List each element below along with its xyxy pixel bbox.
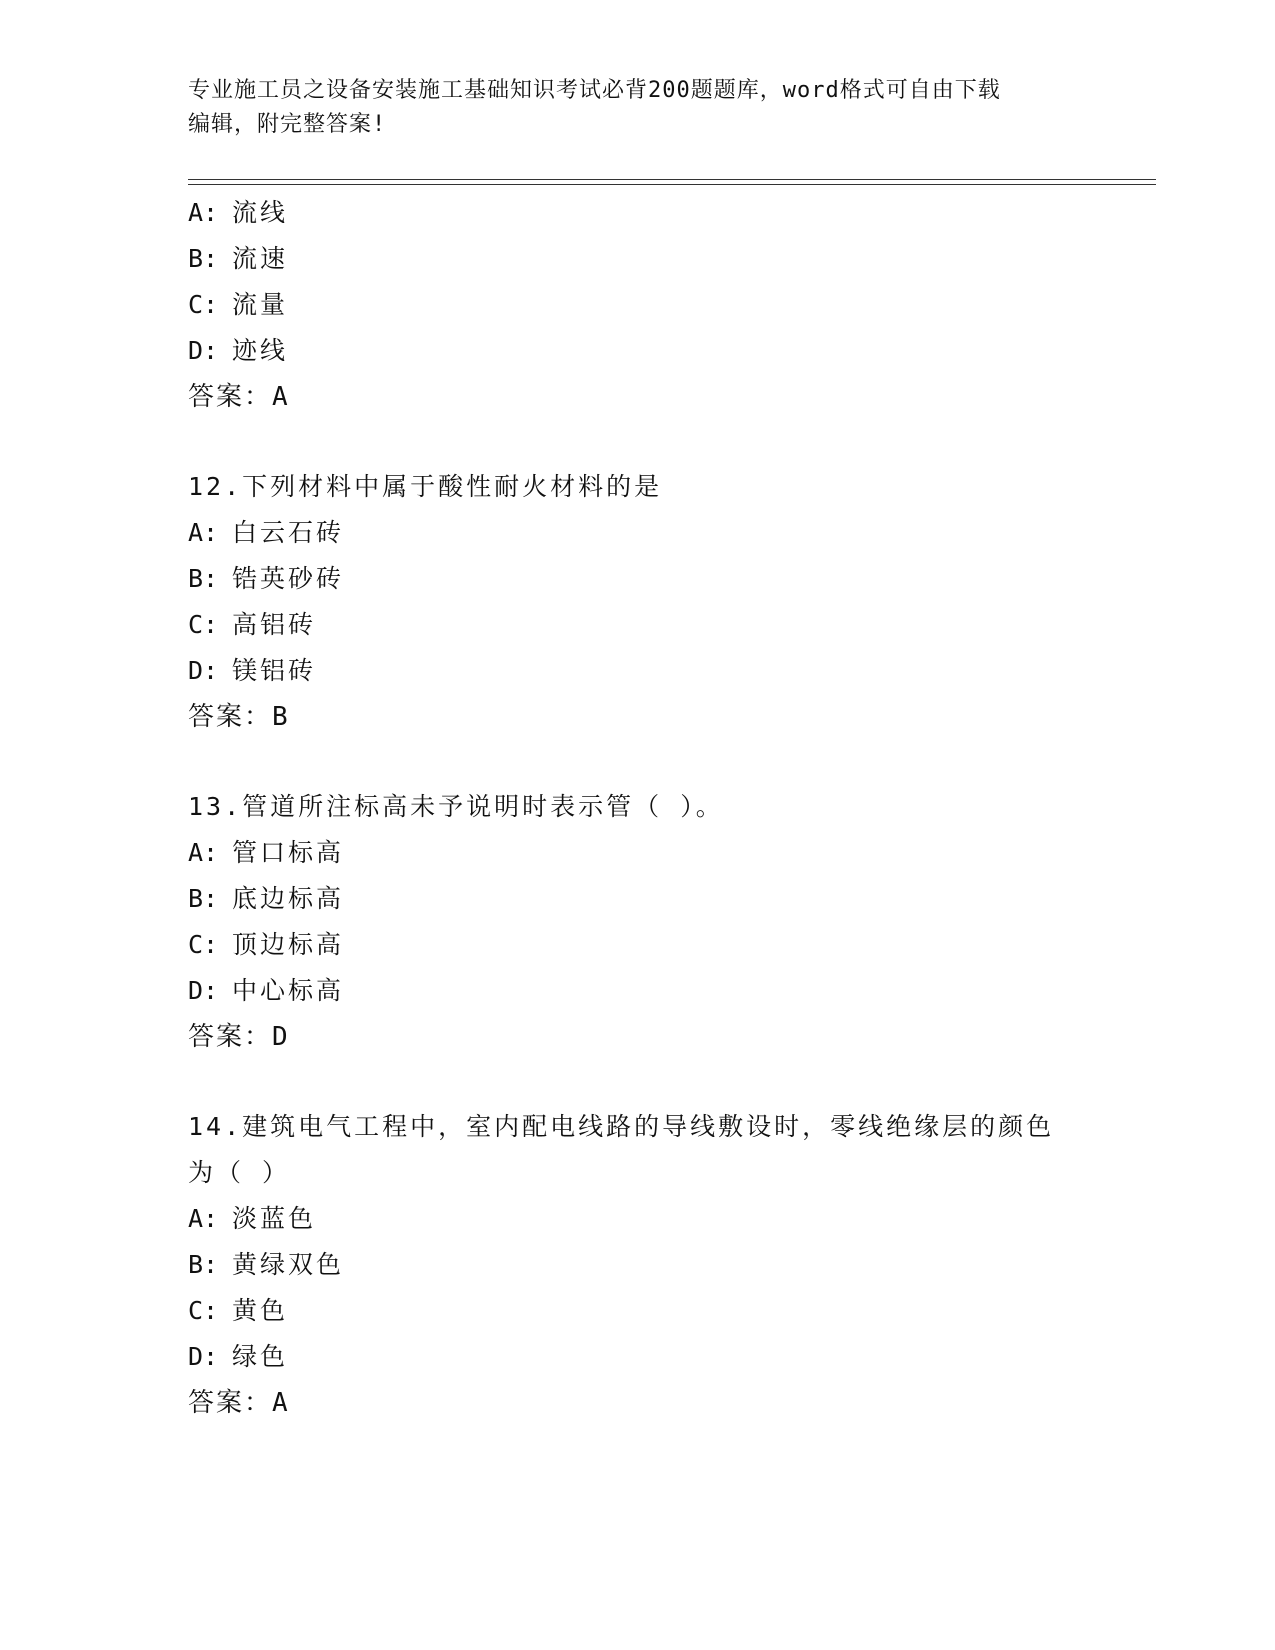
header-line-2: 编辑，附完整答案!	[188, 112, 387, 137]
answer: 答案：A	[188, 382, 290, 412]
option-b: B: 底边标高	[188, 884, 345, 913]
question-text-line-1: 14.建筑电气工程中，室内配电线路的导线敷设时，零线绝缘层的颜色	[188, 1112, 1055, 1141]
question-text: 13.管道所注标高未予说明时表示管（ ）。	[188, 792, 724, 821]
question-text-line-2: 为（ ）	[188, 1158, 291, 1187]
question-13	[188, 784, 1088, 1060]
question-text: 12.下列材料中属于酸性耐火材料的是	[188, 472, 663, 501]
question-12	[188, 464, 1088, 740]
question-14	[188, 1104, 1088, 1426]
option-d: D: 迹线	[188, 336, 289, 365]
option-b: B: 流速	[188, 244, 289, 273]
option-a: A: 淡蓝色	[188, 1204, 317, 1233]
option-d: D: 镁铝砖	[188, 656, 317, 685]
option-c: C: 高铝砖	[188, 610, 317, 639]
answer: 答案：B	[188, 702, 290, 732]
option-d: D: 中心标高	[188, 976, 345, 1005]
question-11	[188, 190, 1088, 420]
header-divider	[188, 179, 1156, 185]
option-c: C: 流量	[188, 290, 289, 319]
option-d: D: 绿色	[188, 1342, 289, 1371]
answer: 答案：A	[188, 1388, 290, 1418]
option-b: B: 黄绿双色	[188, 1250, 345, 1279]
question-list	[188, 190, 1088, 1426]
document-header	[188, 74, 1068, 142]
header-line-1: 专业施工员之设备安装施工基础知识考试必背200题题库，word格式可自由下载	[188, 78, 1001, 103]
answer: 答案：D	[188, 1022, 290, 1052]
option-a: A: 白云石砖	[188, 518, 345, 547]
option-c: C: 顶边标高	[188, 930, 345, 959]
option-a: A: 管口标高	[188, 838, 345, 867]
option-a: A: 流线	[188, 198, 289, 227]
option-b: B: 锆英砂砖	[188, 564, 345, 593]
option-c: C: 黄色	[188, 1296, 289, 1325]
